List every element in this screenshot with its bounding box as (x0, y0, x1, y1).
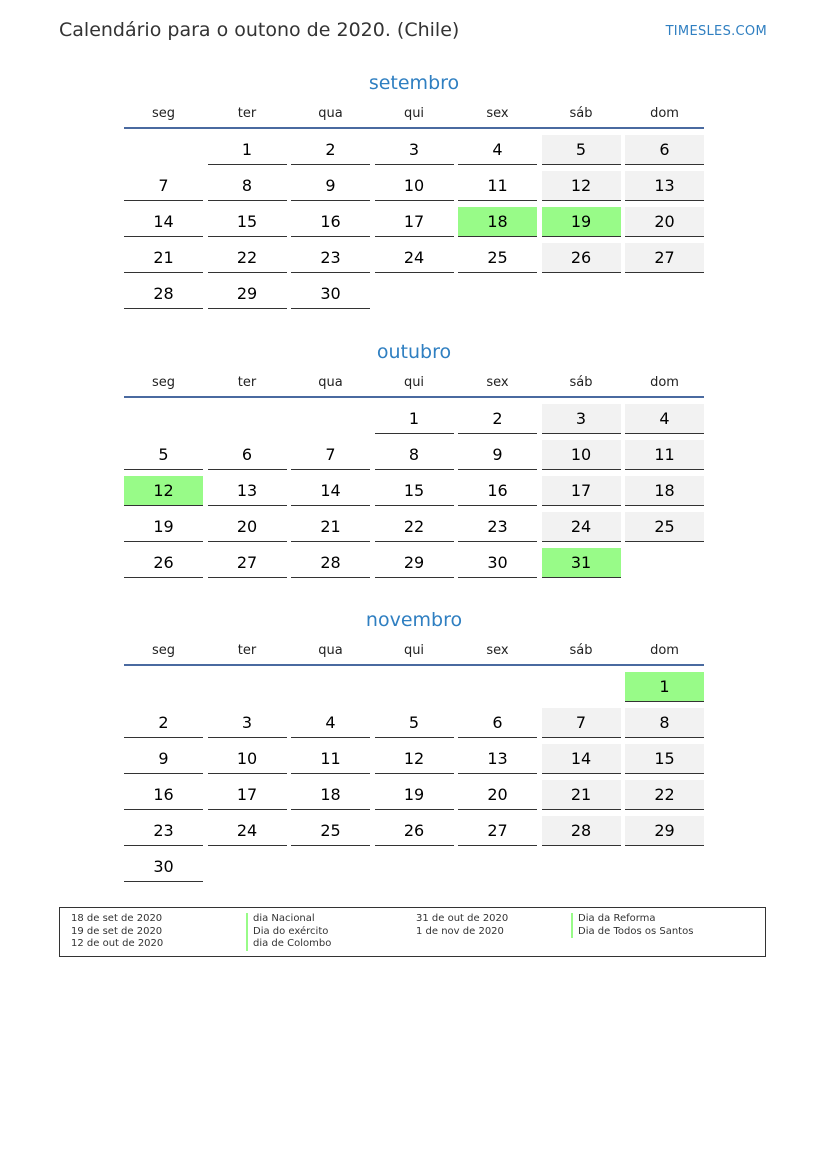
day-cell: 26 (124, 548, 203, 578)
legend-dates-right (416, 913, 508, 938)
legend-date: 1 de nov de 2020 (416, 925, 504, 937)
day-cell: 23 (124, 816, 203, 846)
month-title: outubro (376, 341, 452, 363)
month-outubro (124, 339, 704, 578)
holiday-day-cell: 1 (625, 672, 704, 702)
empty-day-cell (124, 404, 203, 434)
day-cell: 10 (375, 171, 454, 201)
day-cell: 16 (291, 207, 370, 237)
day-cell: 15 (375, 476, 454, 506)
day-cell: 19 (375, 780, 454, 810)
day-cell: 24 (375, 243, 454, 273)
legend-date: 31 de out de 2020 (416, 913, 509, 924)
day-cell: 4 (458, 135, 537, 165)
day-cell: 23 (291, 243, 370, 273)
day-cell: 2 (458, 404, 537, 434)
day-cell: 21 (291, 512, 370, 542)
day-cell: 2 (291, 135, 370, 165)
day-cell: 6 (458, 708, 537, 738)
day-cell: 11 (291, 744, 370, 774)
day-cell: 14 (124, 207, 203, 237)
empty-day-cell (208, 404, 287, 434)
weekday-label: ter (237, 375, 257, 390)
day-cell: 7 (542, 708, 621, 738)
day-cell: 9 (458, 440, 537, 470)
day-cell: 3 (542, 404, 621, 434)
day-cell: 11 (458, 171, 537, 201)
day-cell: 13 (208, 476, 287, 506)
weekday-label: sáb (569, 375, 593, 390)
weekday-label: sáb (569, 643, 593, 658)
day-cell: 22 (208, 243, 287, 273)
day-cell: 1 (208, 135, 287, 165)
day-cell: 26 (542, 243, 621, 273)
holiday-day-cell: 19 (542, 207, 621, 237)
weekday-header (124, 642, 704, 666)
day-cell: 23 (458, 512, 537, 542)
holiday-day-cell: 31 (542, 548, 621, 578)
days-grid (124, 404, 704, 578)
day-cell: 17 (208, 780, 287, 810)
weekday-label: qui (403, 375, 425, 390)
legend-holiday-name: Dia de Todos os Santos (571, 926, 693, 939)
day-cell: 25 (291, 816, 370, 846)
day-cell: 4 (291, 708, 370, 738)
legend-holiday-name: dia Nacional (246, 913, 331, 926)
day-cell: 14 (542, 744, 621, 774)
day-cell: 5 (542, 135, 621, 165)
legend-holiday-name: dia de Colombo (246, 938, 331, 951)
weekday-label: sex (486, 106, 509, 121)
empty-day-cell (458, 672, 537, 702)
day-cell: 10 (208, 744, 287, 774)
day-cell: 20 (625, 207, 704, 237)
weekday-label: seg (151, 106, 176, 121)
legend-names-left (246, 913, 331, 951)
brand-link[interactable]: TIMESLES.COM (665, 24, 767, 39)
legend-date: 18 de set de 2020 (71, 913, 163, 924)
day-cell: 1 (375, 404, 454, 434)
weekday-label: qui (403, 643, 425, 658)
legend-dates-left (71, 913, 163, 951)
day-cell: 21 (542, 780, 621, 810)
holiday-day-cell: 18 (458, 207, 537, 237)
day-cell: 22 (375, 512, 454, 542)
day-cell: 12 (375, 744, 454, 774)
day-cell: 30 (291, 279, 370, 309)
day-cell: 28 (291, 548, 370, 578)
weekday-label: dom (650, 375, 679, 390)
legend-holiday-name: Dia da Reforma (571, 913, 693, 926)
day-cell: 30 (458, 548, 537, 578)
weekday-label: ter (237, 106, 257, 121)
weekday-header (124, 374, 704, 398)
day-cell: 8 (375, 440, 454, 470)
day-cell: 25 (458, 243, 537, 273)
day-cell: 7 (124, 171, 203, 201)
month-setembro (124, 70, 704, 309)
day-cell: 8 (625, 708, 704, 738)
day-cell: 10 (542, 440, 621, 470)
day-cell: 28 (542, 816, 621, 846)
day-cell: 9 (291, 171, 370, 201)
empty-day-cell (208, 672, 287, 702)
day-cell: 5 (375, 708, 454, 738)
legend-date: 12 de out de 2020 (71, 938, 164, 950)
weekday-label: ter (237, 643, 257, 658)
weekday-label: sex (486, 375, 509, 390)
weekday-label: sáb (569, 106, 593, 121)
empty-day-cell (291, 404, 370, 434)
day-cell: 30 (124, 852, 203, 882)
day-cell: 5 (124, 440, 203, 470)
day-cell: 27 (208, 548, 287, 578)
day-cell: 15 (625, 744, 704, 774)
day-cell: 27 (625, 243, 704, 273)
legend-names-right (571, 913, 693, 938)
day-cell: 13 (458, 744, 537, 774)
day-cell: 28 (124, 279, 203, 309)
day-cell: 16 (124, 780, 203, 810)
day-cell: 24 (542, 512, 621, 542)
day-cell: 29 (625, 816, 704, 846)
holiday-legend (59, 907, 766, 957)
day-cell: 22 (625, 780, 704, 810)
day-cell: 27 (458, 816, 537, 846)
day-cell: 11 (625, 440, 704, 470)
day-cell: 13 (625, 171, 704, 201)
day-cell: 9 (124, 744, 203, 774)
day-cell: 17 (375, 207, 454, 237)
legend-holiday-name: Dia do exército (246, 926, 331, 939)
holiday-day-cell: 12 (124, 476, 203, 506)
weekday-label: seg (151, 643, 176, 658)
days-grid (124, 672, 704, 882)
weekday-label: sex (486, 643, 509, 658)
day-cell: 18 (625, 476, 704, 506)
day-cell: 3 (375, 135, 454, 165)
days-grid (124, 135, 704, 309)
empty-day-cell (291, 672, 370, 702)
page-title: Calendário para o outono de 2020. (Chile) (59, 19, 460, 41)
day-cell: 7 (291, 440, 370, 470)
month-novembro (124, 607, 704, 882)
day-cell: 29 (375, 548, 454, 578)
day-cell: 18 (291, 780, 370, 810)
weekday-label: dom (650, 106, 679, 121)
day-cell: 19 (124, 512, 203, 542)
day-cell: 6 (625, 135, 704, 165)
day-cell: 29 (208, 279, 287, 309)
weekday-label: dom (650, 643, 679, 658)
day-cell: 20 (208, 512, 287, 542)
day-cell: 14 (291, 476, 370, 506)
weekday-header (124, 105, 704, 129)
day-cell: 4 (625, 404, 704, 434)
weekday-label: seg (151, 375, 176, 390)
day-cell: 2 (124, 708, 203, 738)
day-cell: 15 (208, 207, 287, 237)
day-cell: 25 (625, 512, 704, 542)
month-title: novembro (365, 609, 463, 631)
day-cell: 8 (208, 171, 287, 201)
month-title: setembro (368, 72, 460, 94)
day-cell: 26 (375, 816, 454, 846)
day-cell: 16 (458, 476, 537, 506)
empty-day-cell (124, 672, 203, 702)
legend-date: 19 de set de 2020 (71, 925, 163, 937)
empty-day-cell (375, 672, 454, 702)
weekday-label: qua (318, 375, 343, 390)
day-cell: 3 (208, 708, 287, 738)
day-cell: 24 (208, 816, 287, 846)
weekday-label: qui (403, 106, 425, 121)
day-cell: 17 (542, 476, 621, 506)
empty-day-cell (542, 672, 621, 702)
empty-day-cell (124, 135, 203, 165)
weekday-label: qua (318, 643, 343, 658)
day-cell: 6 (208, 440, 287, 470)
day-cell: 12 (542, 171, 621, 201)
day-cell: 21 (124, 243, 203, 273)
weekday-label: qua (318, 106, 343, 121)
day-cell: 20 (458, 780, 537, 810)
